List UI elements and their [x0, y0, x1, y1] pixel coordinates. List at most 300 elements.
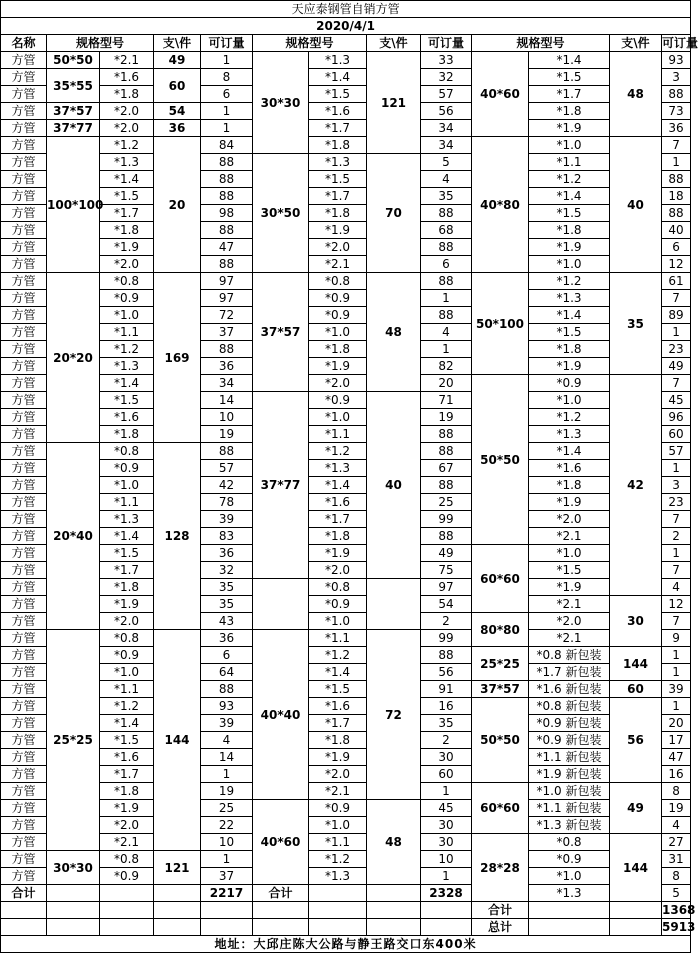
available-qty: 88 — [421, 477, 472, 494]
available-qty: 73 — [662, 103, 691, 120]
header-model: 规格型号 — [472, 35, 610, 52]
wall-thickness: *1.2 — [309, 851, 367, 868]
wall-thickness: *0.9 — [100, 647, 154, 664]
wall-thickness: *0.9 — [529, 375, 610, 392]
wall-thickness: *1.2 — [100, 137, 154, 154]
available-qty: 10 — [201, 834, 253, 851]
wall-thickness: *1.0 — [309, 324, 367, 341]
product-name: 方管 — [1, 171, 47, 188]
table-row — [1, 817, 691, 834]
pieces-per-bundle: 48 — [610, 52, 662, 137]
wall-thickness: *1.5 — [529, 562, 610, 579]
wall-thickness: *1.0 — [309, 817, 367, 834]
spec-size: 40*80 — [472, 137, 529, 273]
available-qty: 34 — [421, 137, 472, 154]
available-qty: 1 — [662, 324, 691, 341]
product-name: 方管 — [1, 715, 47, 732]
wall-thickness: *1.1 — [529, 154, 610, 171]
wall-thickness: *1.5 — [309, 681, 367, 698]
pieces-per-bundle: 48 — [367, 800, 421, 885]
available-qty: 8 — [201, 69, 253, 86]
available-qty: 19 — [662, 800, 691, 817]
empty-cell — [367, 902, 421, 919]
available-qty: 88 — [201, 188, 253, 205]
available-qty: 4 — [421, 324, 472, 341]
available-qty: 2 — [421, 613, 472, 630]
address-text: 地址：大邱庄陈大公路与静王路交口东400米 — [1, 936, 691, 953]
empty-cell — [47, 885, 100, 902]
spec-size: 50*50 — [47, 52, 100, 69]
wall-thickness: *2.0 — [309, 239, 367, 256]
wall-thickness: *2.0 — [309, 375, 367, 392]
spec-size: 30*30 — [47, 851, 100, 885]
available-qty: 19 — [201, 426, 253, 443]
available-qty: 88 — [201, 154, 253, 171]
pieces-per-bundle: 36 — [154, 120, 201, 137]
available-qty: 30 — [421, 834, 472, 851]
available-qty: 82 — [421, 358, 472, 375]
table-row — [1, 137, 691, 154]
spec-size: 40*60 — [472, 52, 529, 137]
spec-size: 50*50 — [472, 698, 529, 783]
wall-thickness: *1.8 — [529, 103, 610, 120]
wall-thickness: *1.0 — [100, 307, 154, 324]
spec-size: 60*60 — [472, 783, 529, 834]
wall-thickness: *1.8 — [529, 341, 610, 358]
wall-thickness: *2.0 — [309, 562, 367, 579]
table-row — [1, 290, 691, 307]
wall-thickness: *1.8 — [100, 579, 154, 596]
spec-size: 37*77 — [253, 392, 309, 579]
available-qty: 7 — [662, 137, 691, 154]
table-row — [1, 715, 691, 732]
available-qty: 49 — [662, 358, 691, 375]
available-qty: 1 — [421, 341, 472, 358]
product-name: 方管 — [1, 477, 47, 494]
available-qty: 6 — [201, 647, 253, 664]
product-name: 方管 — [1, 579, 47, 596]
wall-thickness: *1.9 — [100, 239, 154, 256]
wall-thickness: *1.3 — [529, 426, 610, 443]
wall-thickness: *0.9 — [100, 460, 154, 477]
wall-thickness: *1.8 — [309, 528, 367, 545]
available-qty: 97 — [201, 273, 253, 290]
available-qty: 25 — [421, 494, 472, 511]
product-name: 方管 — [1, 630, 47, 647]
available-qty: 34 — [201, 375, 253, 392]
spec-size: 20*40 — [47, 443, 100, 630]
available-qty: 36 — [201, 630, 253, 647]
wall-thickness: *2.1 — [529, 596, 610, 613]
empty-cell — [47, 902, 100, 919]
available-qty: 33 — [421, 52, 472, 69]
table-row — [1, 103, 691, 120]
table-row — [1, 273, 691, 290]
empty-cell — [367, 919, 421, 936]
wall-thickness: *1.7 — [529, 86, 610, 103]
available-qty: 88 — [662, 86, 691, 103]
product-name: 方管 — [1, 103, 47, 120]
wall-thickness: *1.9 — [309, 358, 367, 375]
wall-thickness: *0.8 — [309, 579, 367, 596]
empty-cell — [309, 902, 367, 919]
product-name: 方管 — [1, 834, 47, 851]
wall-thickness: *1.4 — [529, 307, 610, 324]
title-row — [1, 1, 691, 18]
wall-thickness: *1.5 — [100, 392, 154, 409]
wall-thickness: *1.3 — [100, 511, 154, 528]
header-qty: 可订量 — [201, 35, 253, 52]
available-qty: 6 — [421, 256, 472, 273]
table-row — [1, 902, 691, 919]
wall-thickness: *1.4 — [529, 188, 610, 205]
wall-thickness: *1.8 — [529, 222, 610, 239]
wall-thickness: *1.2 — [100, 698, 154, 715]
wall-thickness: *1.5 — [100, 732, 154, 749]
available-qty: 1 — [201, 851, 253, 868]
wall-thickness: *1.6 — [529, 460, 610, 477]
available-qty: 39 — [662, 681, 691, 698]
total-label: 合计 — [472, 902, 529, 919]
spec-size: 25*25 — [47, 630, 100, 851]
table-row — [1, 647, 691, 664]
wall-thickness: *1.5 — [529, 324, 610, 341]
product-name: 方管 — [1, 545, 47, 562]
empty-cell — [529, 902, 610, 919]
spec-size: 60*60 — [472, 545, 529, 613]
wall-thickness: *1.9 — [309, 749, 367, 766]
available-qty: 57 — [201, 460, 253, 477]
pieces-per-bundle: 42 — [610, 375, 662, 596]
table-row — [1, 256, 691, 273]
available-qty: 7 — [662, 562, 691, 579]
wall-thickness: *0.9 — [529, 851, 610, 868]
wall-thickness: *1.4 — [309, 664, 367, 681]
header-name: 名称 — [1, 35, 47, 52]
available-qty: 16 — [421, 698, 472, 715]
wall-thickness: *1.3 — [309, 868, 367, 885]
available-qty: 32 — [201, 562, 253, 579]
wall-thickness: *1.3 新包装 — [529, 817, 610, 834]
available-qty: 17 — [662, 732, 691, 749]
grand-total-label: 总计 — [472, 919, 529, 936]
wall-thickness: *1.0 — [309, 409, 367, 426]
available-qty: 88 — [201, 256, 253, 273]
available-qty: 39 — [201, 511, 253, 528]
product-name: 方管 — [1, 86, 47, 103]
table-row — [1, 477, 691, 494]
product-name: 方管 — [1, 460, 47, 477]
available-qty: 20 — [662, 715, 691, 732]
wall-thickness: *1.4 — [529, 443, 610, 460]
empty-cell — [610, 902, 662, 919]
total-label: 合计 — [253, 885, 309, 902]
wall-thickness: *1.8 — [100, 222, 154, 239]
available-qty: 10 — [421, 851, 472, 868]
table-row — [1, 341, 691, 358]
product-name: 方管 — [1, 222, 47, 239]
sheet-date: 2020/4/1 — [1, 18, 691, 35]
product-name: 方管 — [1, 851, 47, 868]
available-qty: 1 — [662, 545, 691, 562]
table-row — [1, 324, 691, 341]
product-name: 方管 — [1, 664, 47, 681]
pieces-per-bundle: 60 — [154, 69, 201, 103]
product-name: 方管 — [1, 52, 47, 69]
wall-thickness: *2.0 — [100, 103, 154, 120]
wall-thickness: *1.6 — [309, 494, 367, 511]
wall-thickness: *1.7 — [100, 205, 154, 222]
table-row — [1, 375, 691, 392]
spec-size: 37*57 — [472, 681, 529, 698]
available-qty: 1 — [662, 647, 691, 664]
available-qty: 88 — [421, 307, 472, 324]
available-qty: 36 — [201, 545, 253, 562]
wall-thickness: *2.1 — [529, 528, 610, 545]
available-qty: 47 — [201, 239, 253, 256]
product-name: 方管 — [1, 341, 47, 358]
sheet-title: 天应泰钢管自销方管 — [1, 1, 691, 18]
available-qty: 88 — [421, 443, 472, 460]
product-name: 方管 — [1, 137, 47, 154]
table-row — [1, 664, 691, 681]
empty-cell — [100, 885, 154, 902]
available-qty: 19 — [201, 783, 253, 800]
wall-thickness: *0.8 — [100, 443, 154, 460]
wall-thickness: *1.3 — [309, 154, 367, 171]
available-qty: 40 — [662, 222, 691, 239]
wall-thickness: *1.0 — [529, 137, 610, 154]
empty-cell — [201, 902, 253, 919]
wall-thickness: *1.1 — [309, 834, 367, 851]
wall-thickness: *1.3 — [529, 290, 610, 307]
table-row — [1, 69, 691, 86]
wall-thickness: *1.9 新包装 — [529, 766, 610, 783]
available-qty: 37 — [201, 324, 253, 341]
table-row — [1, 562, 691, 579]
available-qty: 37 — [201, 868, 253, 885]
wall-thickness: *1.5 — [529, 69, 610, 86]
table-row — [1, 443, 691, 460]
product-name: 方管 — [1, 392, 47, 409]
table-row — [1, 783, 691, 800]
wall-thickness: *1.0 — [309, 613, 367, 630]
available-qty: 93 — [201, 698, 253, 715]
spec-size: 37*77 — [47, 120, 100, 137]
available-qty: 7 — [662, 375, 691, 392]
product-name: 方管 — [1, 358, 47, 375]
table-row — [1, 307, 691, 324]
wall-thickness: *0.8 — [100, 851, 154, 868]
available-qty: 88 — [421, 647, 472, 664]
product-name: 方管 — [1, 766, 47, 783]
available-qty: 45 — [662, 392, 691, 409]
header-pcs: 支\件 — [154, 35, 201, 52]
available-qty: 57 — [662, 443, 691, 460]
spec-size: 100*100 — [47, 137, 100, 273]
available-qty: 12 — [662, 596, 691, 613]
wall-thickness: *1.5 — [309, 86, 367, 103]
available-qty: 10 — [201, 409, 253, 426]
available-qty: 34 — [421, 120, 472, 137]
product-name: 方管 — [1, 562, 47, 579]
pieces-per-bundle: 49 — [154, 52, 201, 69]
empty-cell — [529, 919, 610, 936]
empty-cell — [309, 885, 367, 902]
available-qty: 16 — [662, 766, 691, 783]
available-qty: 88 — [421, 273, 472, 290]
available-qty: 23 — [662, 494, 691, 511]
wall-thickness: *1.9 — [529, 239, 610, 256]
product-name: 方管 — [1, 239, 47, 256]
table-row — [1, 579, 691, 596]
empty-cell — [201, 919, 253, 936]
header-pcs: 支\件 — [610, 35, 662, 52]
wall-thickness: *0.8 新包装 — [529, 647, 610, 664]
wall-thickness: *1.7 — [100, 766, 154, 783]
empty-cell — [154, 902, 201, 919]
wall-thickness: *2.0 — [100, 120, 154, 137]
wall-thickness: *2.0 — [529, 613, 610, 630]
pieces-per-bundle: 56 — [610, 698, 662, 783]
product-name: 方管 — [1, 698, 47, 715]
table-row — [1, 154, 691, 171]
available-qty: 1 — [421, 783, 472, 800]
wall-thickness: *1.8 — [309, 732, 367, 749]
pieces-per-bundle: 144 — [610, 834, 662, 902]
spec-size: 20*20 — [47, 273, 100, 443]
table-row — [1, 630, 691, 647]
wall-thickness: *1.5 — [100, 545, 154, 562]
table-row — [1, 52, 691, 69]
wall-thickness: *0.8 新包装 — [529, 698, 610, 715]
table-row — [1, 426, 691, 443]
product-name: 方管 — [1, 120, 47, 137]
spec-size: 25*25 — [472, 647, 529, 681]
table-row — [1, 800, 691, 817]
available-qty: 88 — [662, 171, 691, 188]
wall-thickness: *1.7 — [309, 188, 367, 205]
available-qty: 6 — [662, 239, 691, 256]
empty-cell — [253, 919, 309, 936]
available-qty: 36 — [201, 358, 253, 375]
wall-thickness: *0.9 — [100, 868, 154, 885]
empty-cell — [100, 902, 154, 919]
available-qty: 67 — [421, 460, 472, 477]
available-qty: 8 — [662, 868, 691, 885]
block1-total: 2217 — [201, 885, 253, 902]
empty-cell — [610, 919, 662, 936]
wall-thickness: *1.8 — [309, 205, 367, 222]
available-qty: 2 — [421, 732, 472, 749]
wall-thickness: *1.0 — [529, 392, 610, 409]
wall-thickness: *1.9 — [309, 545, 367, 562]
spec-size: 37*57 — [253, 273, 309, 392]
table-row — [1, 188, 691, 205]
product-name: 方管 — [1, 426, 47, 443]
available-qty: 35 — [201, 579, 253, 596]
wall-thickness: *1.6 — [309, 103, 367, 120]
table-row — [1, 545, 691, 562]
wall-thickness: *1.3 — [100, 154, 154, 171]
wall-thickness: *1.7 — [309, 715, 367, 732]
available-qty: 98 — [201, 205, 253, 222]
available-qty: 75 — [421, 562, 472, 579]
product-name: 方管 — [1, 188, 47, 205]
wall-thickness: *1.5 — [100, 188, 154, 205]
spec-size: 50*50 — [472, 375, 529, 545]
pieces-per-bundle: 121 — [367, 52, 421, 154]
table-row — [1, 885, 691, 902]
wall-thickness: *1.8 — [100, 783, 154, 800]
wall-thickness: *1.4 — [100, 171, 154, 188]
pieces-per-bundle: 128 — [154, 443, 201, 630]
spec-size: 80*80 — [472, 613, 529, 647]
table-row — [1, 749, 691, 766]
wall-thickness: *1.0 — [529, 868, 610, 885]
available-qty: 56 — [421, 103, 472, 120]
product-name: 方管 — [1, 613, 47, 630]
available-qty: 93 — [662, 52, 691, 69]
available-qty: 4 — [662, 817, 691, 834]
table-row — [1, 528, 691, 545]
available-qty: 30 — [421, 817, 472, 834]
available-qty: 54 — [421, 596, 472, 613]
available-qty: 30 — [421, 749, 472, 766]
wall-thickness: *1.8 — [309, 341, 367, 358]
available-qty: 3 — [662, 69, 691, 86]
pieces-per-bundle: 169 — [154, 273, 201, 443]
header-qty: 可订量 — [421, 35, 472, 52]
available-qty: 88 — [201, 443, 253, 460]
available-qty: 71 — [421, 392, 472, 409]
wall-thickness: *1.4 — [529, 52, 610, 69]
available-qty: 35 — [421, 715, 472, 732]
available-qty: 88 — [201, 341, 253, 358]
wall-thickness: *1.5 — [529, 205, 610, 222]
available-qty: 1 — [201, 766, 253, 783]
spec-size: 30*30 — [253, 52, 309, 154]
product-name: 方管 — [1, 511, 47, 528]
available-qty: 97 — [201, 290, 253, 307]
table-row — [1, 511, 691, 528]
address-row — [1, 936, 691, 953]
table-row — [1, 358, 691, 375]
wall-thickness: *2.1 — [100, 834, 154, 851]
block3-total: 1368 — [662, 903, 696, 917]
available-qty: 45 — [421, 800, 472, 817]
available-qty: 99 — [421, 630, 472, 647]
product-name: 方管 — [1, 494, 47, 511]
pieces-per-bundle: 48 — [367, 273, 421, 392]
product-name: 方管 — [1, 273, 47, 290]
wall-thickness: *0.9 新包装 — [529, 732, 610, 749]
wall-thickness: *1.2 — [100, 341, 154, 358]
available-qty: 68 — [421, 222, 472, 239]
table-row — [1, 868, 691, 885]
available-qty: 12 — [662, 256, 691, 273]
product-name: 方管 — [1, 205, 47, 222]
available-qty: 18 — [662, 188, 691, 205]
available-qty: 1 — [421, 868, 472, 885]
wall-thickness: *1.1 — [309, 630, 367, 647]
wall-thickness: *1.0 — [100, 664, 154, 681]
available-qty: 1 — [201, 52, 253, 69]
wall-thickness: *1.6 — [100, 749, 154, 766]
available-qty: 2 — [662, 528, 691, 545]
available-qty: 23 — [662, 341, 691, 358]
wall-thickness: *2.0 — [100, 817, 154, 834]
